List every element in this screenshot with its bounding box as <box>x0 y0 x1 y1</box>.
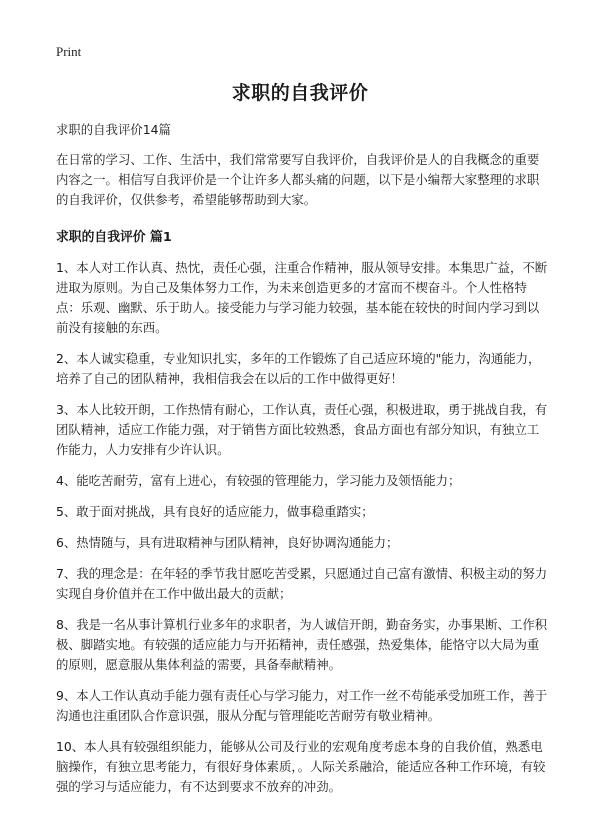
intro-paragraph: 在日常的学习、工作、生活中，我们常常要写自我评价，自我评价是人的自我概念的重要内容之一。相信写自我评价是一个让许多人都头痛的问题，以下是小编帮大家整理的求职的自我评价，仅供参考，希望能够帮助到大家。 <box>56 152 540 207</box>
document-body <box>56 120 550 808</box>
document-subtitle: 求职的自我评价14篇 <box>56 122 171 137</box>
print-link[interactable]: Print <box>56 44 82 59</box>
list-item: 10、本人具有较强组织能力，能够从公司及行业的宏观角度考虑本身的自我价值，熟悉电脑操作，有独立思考能力，有很好身体素质，。人际关系融洽，能适应各种工作环境，有较强的学习与适应能力，有不达到要求不放弃的冲劲。 <box>56 739 546 794</box>
list-item: 6、热情随与，具有进取精神与团队精神，良好协调沟通能力； <box>56 535 399 550</box>
list-item: 3、本人比较开朗，工作热情有耐心，工作认真，责任心强，积极进取，勇于挑战自我，有团队精神，适应工作能力强，对于销售方面比较熟悉，食品方面也有部分知识，有独立工作能力，人力安排有少许认识。 <box>56 402 548 457</box>
list-item: 5、敢于面对挑战，具有良好的适应能力，做事稳重踏实； <box>56 504 374 519</box>
list-item: 4、能吃苦耐劳，富有上进心，有较强的管理能力，学习能力及领悟能力； <box>56 473 461 488</box>
list-item: 1、本人对工作认真、热忱，责任心强，注重合作精神，服从领导安排。本集思广益，不断进取为原则。为自己及集体努力工作，为未来创造更多的才富而不楔奋斗。个人性格特点：乐观、幽默、乐于助人。接受能力与学习能力较强，基本能在较快的时间内学习到以前没有接触的东西。 <box>56 260 548 335</box>
section-heading: 求职的自我评价 篇1 <box>56 230 172 245</box>
list-item: 8、我是一名从事计算机行业多年的求职者，为人诚信开朗，勤奋务实，办事果断、工作积极、脚踏实地。有较强的适应能力与开拓精神，责任感强，热爱集体，能恪守以大局为重的原则，愿意服从集体利益的需要，具备奉献精神。 <box>56 617 548 672</box>
page-title: 求职的自我评价 <box>231 82 369 104</box>
list-item: 2、本人诚实稳重，专业知识扎实，多年的工作锻炼了自己适应环境的"能力，沟通能力，培养了自己的团队精神，我相信我会在以后的工作中做得更好！ <box>56 351 541 386</box>
list-item: 7、我的理念是：在年轻的季节我甘愿吃苦受累，只愿通过自己富有激情、积极主动的努力实现自身价值并在工作中做出最大的贡献； <box>56 566 548 601</box>
list-item: 9、本人工作认真动手能力强有责任心与学习能力，对工作一丝不苟能承受加班工作，善于沟通也注重团队合作意识强，服从分配与管理能吃苦耐劳有敬业精神。 <box>56 688 548 723</box>
